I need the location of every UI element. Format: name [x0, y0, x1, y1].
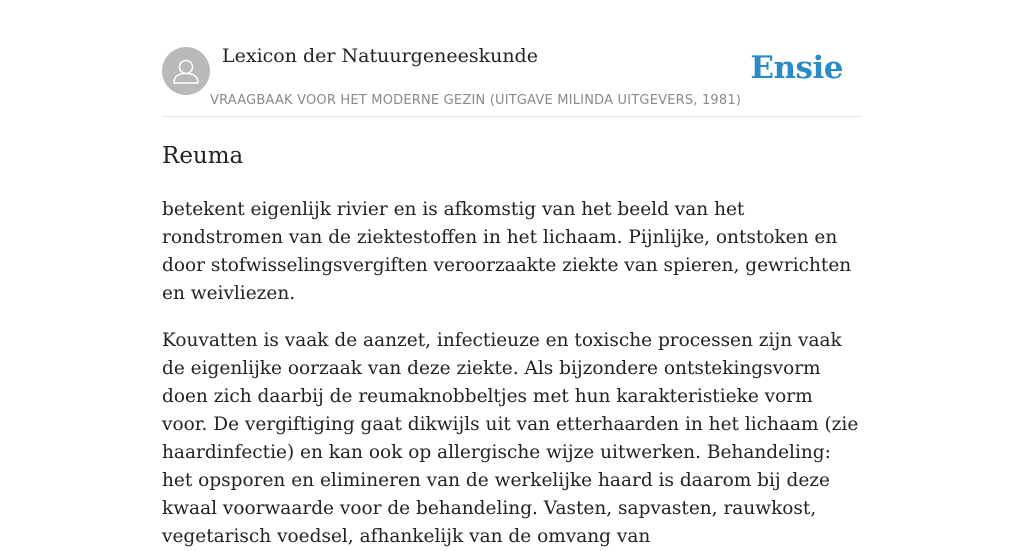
entry-title: Reuma — [162, 143, 244, 169]
page-container — [162, 0, 862, 551]
source-subtitle: VRAAGBAAK VOOR HET MODERNE GEZIN (UITGAVE MILINDA UITGEVERS, 1981) — [210, 93, 742, 108]
source-header — [162, 0, 862, 117]
entry-paragraph: betekent eigenlijk rivier en is afkomstig van het beeld van het rondstromen van de ziektestoffen in het lichaam. Pijnlijke, ontstoken en door stofwisselingsvergiften veroorzaakte ziekte van spieren, gewrichten en weivliezen. — [162, 199, 852, 304]
source-title[interactable]: Lexicon der Natuurgeneeskunde — [222, 45, 538, 67]
ensie-logo[interactable]: Ensie — [750, 50, 843, 86]
entry-paragraph: Kouvatten is vaak de aanzet, infectieuze en toxische processen zijn vaak de eigenlijke oorzaak van deze ziekte. Als bijzondere ontstekingsvorm doen zich daarbij de reumaknobbeltjes met hun karakteristieke vorm voor. De vergiftiging gaat dikwijls uit van etterhaarden in het lichaam (zie haardinfectie) en kan ook op allergische wijze uitwerken. Behandeling: het opsporen en elimineren van de werkelijke haard is daarom bij deze kwaal voorwaarde voor de behandeling. Vasten, sapvasten, rauwkost, vegetarisch voedsel, afhankelijk van de omvang van — [162, 330, 859, 547]
entry-body — [162, 196, 862, 551]
user-icon[interactable] — [162, 47, 210, 95]
